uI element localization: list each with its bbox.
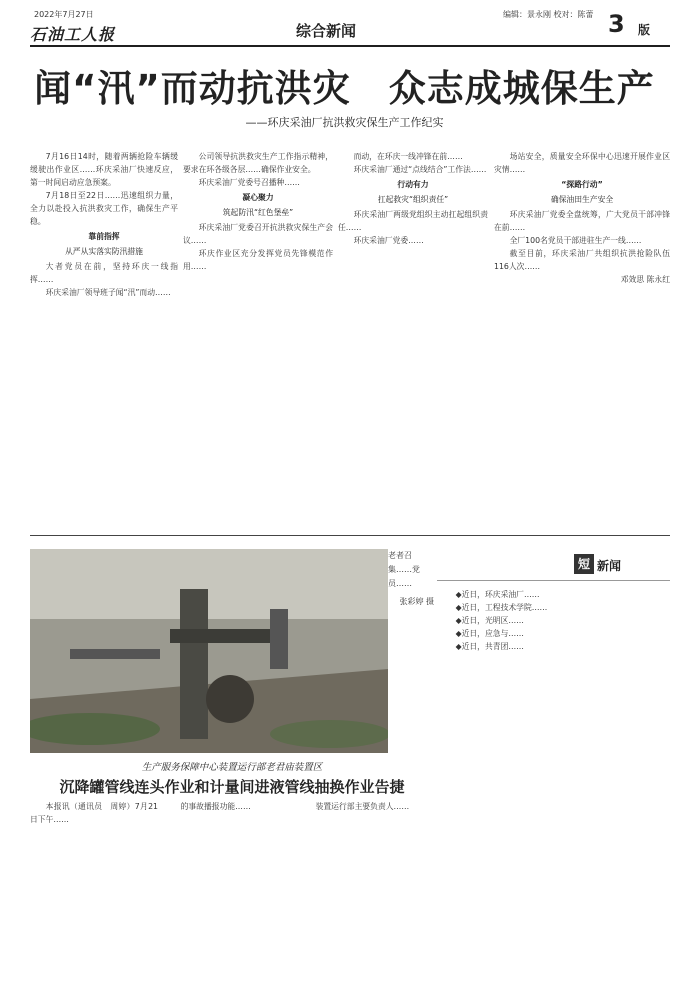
paragraph: 环庆采油厂党委号召播种……: [198, 178, 300, 187]
paragraph: 环庆采油厂领导班子闻“汛”而动……: [45, 288, 171, 297]
news-brief-logo: 短: [574, 554, 594, 574]
paragraph: 环庆采油厂两级党组织主动扛起组织责任……: [338, 210, 488, 232]
story2-column-1: [30, 800, 158, 1000]
main-subhead: ——环庆采油厂抗洪救灾保生产工作纪实: [245, 116, 444, 129]
article-column-2: [183, 150, 333, 528]
paragraph: 的事故播报功能……: [180, 802, 251, 811]
section-subheading: 确保油田生产安全: [550, 195, 614, 204]
news-photo: [30, 549, 388, 753]
paragraph: 环庆采油厂党委……: [353, 236, 424, 245]
page-unit: 版: [638, 23, 651, 37]
paragraph: 场站安全，质量安全环保中心迅速开展作业区灾情……: [494, 152, 670, 174]
page-number: 3: [608, 10, 625, 38]
section-heading: 凝心聚力: [242, 193, 274, 202]
paragraph: 装置运行部主要负责人……: [315, 802, 410, 811]
article-column-4: [494, 150, 670, 530]
paragraph: 环庆采油厂党委全盘统筹，广大党员干部冲锋在前……: [494, 210, 670, 232]
section-heading: “探路行动”: [561, 180, 603, 189]
masthead: [0, 0, 689, 46]
paragraph: 截至目前，环庆采油厂共组织抗洪抢险队伍116人次……: [494, 249, 670, 271]
section-subheading: 从严从实落实防汛措施: [65, 247, 143, 256]
paragraph: 而动，在环庆一线冲锋在前……: [353, 152, 463, 161]
brief-item: ◆近日，共青团……: [455, 642, 524, 651]
brief-item: ◆近日，光明区……: [455, 616, 524, 625]
main-headline: 闻“汛”而动抗洪灾 众志成城保生产: [34, 67, 655, 110]
paragraph: 环庆采油厂通过“点线结合”工作法……: [353, 165, 487, 174]
news-brief-title: 新闻: [597, 559, 622, 573]
story2-kicker: 生产服务保障中心装置运行部老君庙装置区: [141, 762, 323, 773]
section-name: 综合新闻: [296, 22, 357, 40]
paragraph: 7月18日至22日……迅速组织力量，全力以赴投入抗洪救灾工作，确保生产平稳。: [30, 191, 178, 226]
editor-credits: 编辑：景永刚 校对：陈蕾: [503, 10, 594, 19]
paper-name: 石油工人报: [30, 25, 116, 44]
oil-pipeline-photo-illustration: [30, 549, 388, 753]
story2-column-2: [165, 800, 293, 1000]
paragraph: 7月16日14时，随着两辆抢险车辆缓缓驶出作业区……环庆采油厂快速反应，第一时间启动应急预案。: [30, 152, 178, 187]
section-divider: [30, 535, 670, 536]
story2-column-3: [300, 800, 430, 1000]
news-brief-header: [437, 541, 670, 581]
paragraph: 本报讯（通讯员 周婷）7月21日下午……: [30, 802, 158, 824]
brief-item: ◆近日，环庆采油厂……: [455, 590, 540, 599]
news-brief-list: [440, 588, 670, 998]
article-column-1: [30, 150, 178, 528]
paragraph: 环庆作业区充分发挥党员先锋模范作用……: [183, 249, 333, 271]
section-heading: 行动有力: [397, 180, 429, 189]
paragraph: 大者党员在前，坚持环庆一线指挥……: [30, 262, 178, 284]
caption-text: 老者召集……党员……: [388, 551, 420, 588]
photo-credit: 张彩婷 摄: [399, 597, 434, 606]
paragraph: 环庆采油厂党委召开抗洪救灾保生产会议……: [183, 223, 333, 245]
section-heading: 靠前指挥: [88, 232, 120, 241]
section-subheading: 筑起防汛“红色堡垒”: [222, 208, 294, 217]
photo-caption: [388, 549, 434, 753]
brief-item: ◆近日，应急与……: [455, 629, 524, 638]
section-subheading: 扛起救灾“组织责任”: [377, 195, 449, 204]
brief-item: ◆近日，工程技术学院……: [455, 603, 548, 612]
header-divider: [30, 45, 670, 47]
story2-title: 沉降罐管线连头作业和计量间进液管线抽换作业告捷: [59, 778, 405, 796]
article-column-3: [338, 150, 488, 528]
issue-date: 2022年7月27日: [34, 10, 94, 19]
byline: 邓效思 陈永红: [620, 275, 670, 284]
paragraph: 全厂100名党员干部进驻生产一线……: [509, 236, 642, 245]
paragraph: 公司领导抗洪救灾生产工作指示精神，要求在环各级各层……确保作业安全。: [183, 152, 333, 174]
